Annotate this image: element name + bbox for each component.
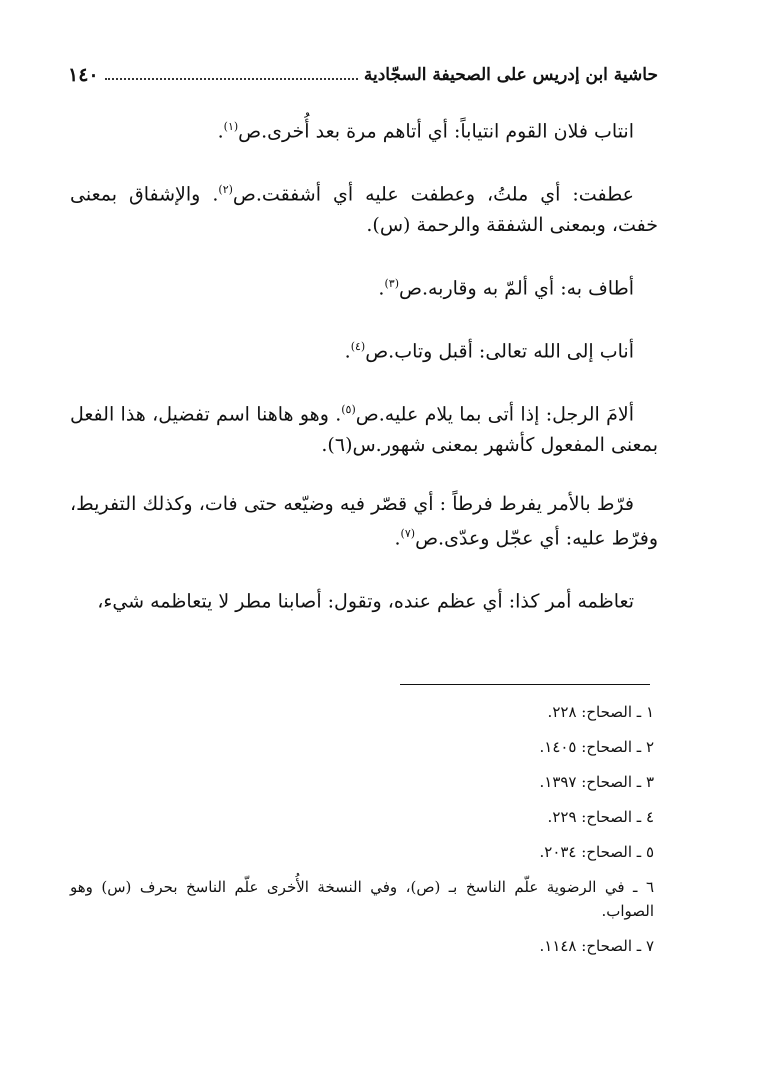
footnote-ref: (٤)	[350, 339, 366, 353]
entry-farrata: فرّط بالأمر يفرط فرطاً : أي قصّر فيه وضيّعه حتى فات، وكذلك التفريط، وفرّط عليه: أي عجّل وعدّى.ص$^{(٧)}$.	[70, 492, 658, 549]
footnote-6: ٦ ـ في الرضوية علّم الناسخ بـ (ص)، وفي النسخة الأُخرى علّم الناسخ بحرف (س) وهو الصواب.	[70, 878, 654, 920]
footnote-1: ١ ـ الصحاح: ٢٢٨.	[547, 703, 654, 721]
footnote-ref: (٣)	[384, 276, 399, 290]
entry-ataf: أطاف به: أي ألمّ به وقاربه.ص$^{(٣)}$.	[378, 276, 634, 299]
footnote-7: ٧ ـ الصحاح: ١١٤٨.	[539, 937, 654, 955]
header-dot-leader	[105, 78, 358, 80]
running-title: حاشية ابن إدريس على الصحيفة السجّادية	[363, 65, 658, 85]
main-text	[70, 112, 658, 645]
footnote-4: ٤ ـ الصحاح: ٢٢٩.	[547, 808, 654, 826]
footnote-ref: (١)	[223, 120, 239, 133]
running-header	[58, 60, 658, 90]
footnote-ref: (٢)	[218, 183, 233, 197]
entry-taazama: تعاظمه أمر كذا: أي عظم عنده، وتقول: أصابنا مطر لا يتعاظمه شيء،	[97, 590, 634, 613]
footnotes	[70, 700, 654, 969]
entry-anab: أناب إلى الله تعالى: أقبل وتاب.ص$^{(٤)}$.	[344, 339, 634, 363]
entry-alam: ألامَ الرجل: إذا أتى بما يلام عليه.ص$^{(٥)}$. وهو هاهنا اسم تفضيل، هذا الفعل بمعنى المفعول كأشهر بمعنى شهور.س(٦).	[70, 403, 658, 456]
footnote-5: ٥ ـ الصحاح: ٢٠٣٤.	[539, 843, 654, 861]
page-number: ١٤٠	[68, 64, 99, 86]
entry-intab: انتاب فلان القوم انتياباً: أي أتاهم مرة بعد أُخرى.ص$^{(١)}$.	[217, 120, 634, 143]
entry-atafat: عطفت: أي ملتُ، وعطفت عليه أي أشفقت.ص$^{(٢)}$. والإشفاق بمعنى خفت، وبمعنى الشفقة والرحمة (س).	[70, 183, 658, 236]
footnote-ref: (٧)	[400, 526, 416, 540]
footnote-separator	[400, 684, 650, 685]
footnote-ref: (٥)	[341, 403, 356, 417]
footnote-3: ٣ ـ الصحاح: ١٣٩٧.	[539, 773, 654, 791]
footnote-2: ٢ ـ الصحاح: ١٤٠٥.	[539, 738, 654, 756]
